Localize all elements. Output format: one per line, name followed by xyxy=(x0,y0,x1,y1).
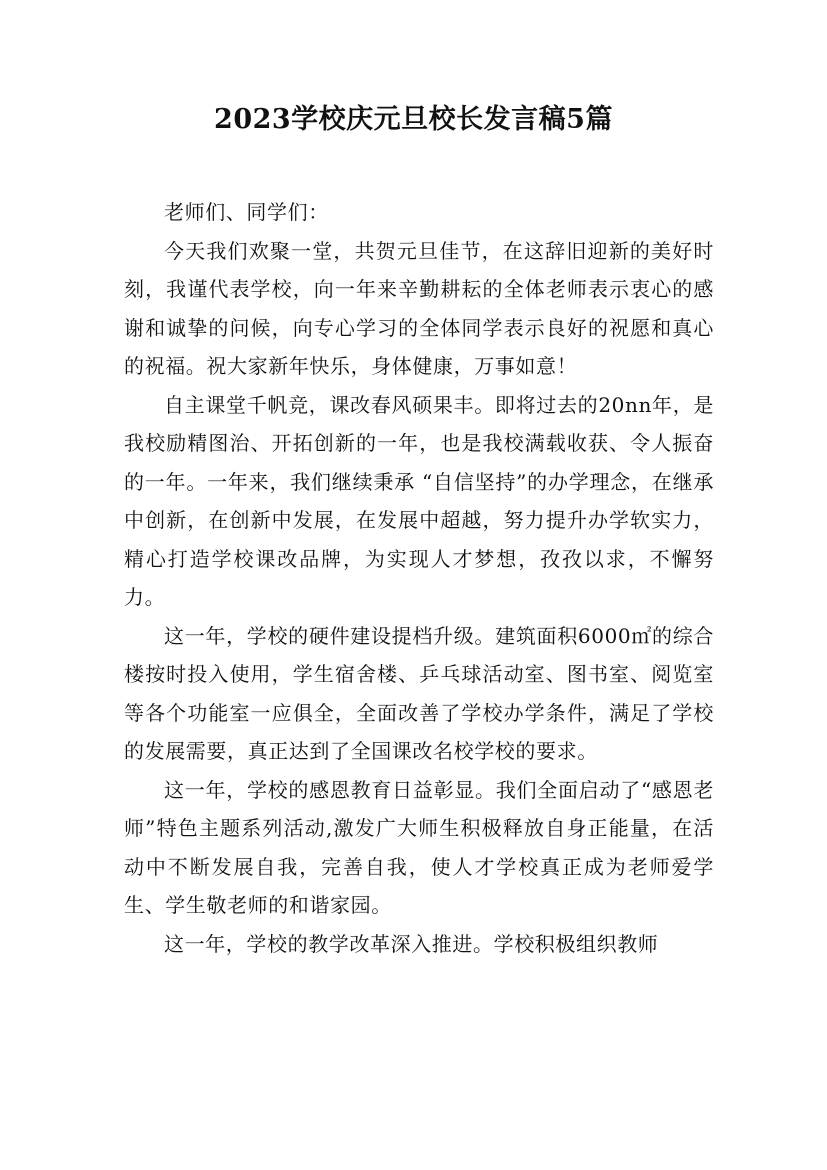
paragraph-year-review: 自主课堂千帆竞，课改春风硕果丰。即将过去的20nn年，是我校励精图治、开拓创新的一年，也是我校满载收获、令人振奋的一年。一年来，我们继续秉承 “自信坚持”的办学理念，在继承中创新，在创新中发展，在发展中超越，努力提升办学软实力，精心打造学校课改品牌，为实现人才梦想，孜孜以求，不懈努力。 xyxy=(124,392,714,609)
paragraph-teaching-reform: 这一年，学校的教学改革深入推进。学校积极组织教师 xyxy=(164,931,659,956)
paragraph-gratitude-education: 这一年，学校的感恩教育日益彰显。我们全面启动了“感恩老师”特色主题系列活动,激发广大师生积极释放自身正能量，在活动中不断发展自我，完善自我，使人才学校真正成为老师爱学生、学生敬老师的和谐家园。 xyxy=(124,777,714,917)
document-body xyxy=(124,193,714,963)
paragraph-greeting: 今天我们欢聚一堂，共贺元旦佳节，在这辞旧迎新的美好时刻，我谨代表学校，向一年来辛勤耕耘的全体老师表示衷心的感谢和诚挚的问候，向专心学习的全体同学表示良好的祝愿和真心的祝福。祝大家新年快乐，身体健康，万事如意！ xyxy=(124,238,714,378)
document-title: 2023学校庆元旦校长发言稿5篇 xyxy=(214,104,613,135)
paragraph-hardware: 这一年，学校的硬件建设提档升级。建筑面积6000㎡的综合楼按时投入使用，学生宿舍楼、乒乓球活动室、图书室、阅览室等各个功能室一应俱全，全面改善了学校办学条件，满足了学校的发展需要，真正达到了全国课改名校学校的要求。 xyxy=(124,623,714,763)
salutation: 老师们、同学们： xyxy=(164,200,329,224)
